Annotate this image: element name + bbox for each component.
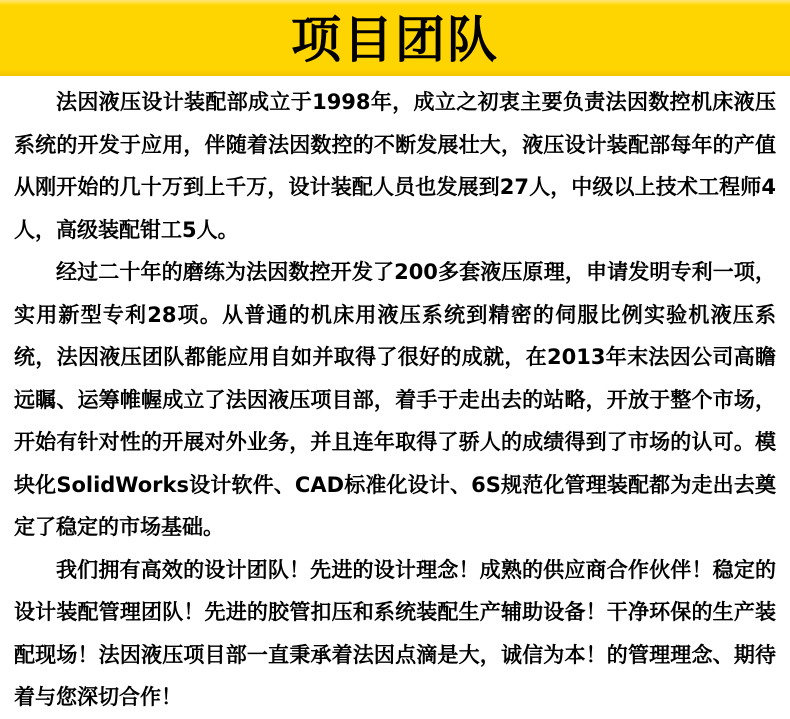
paragraph-achievements: 经过二十年的磨练为法因数控开发了200多套液压原理，申请发明专利一项，实用新型专利28项。从普通的机床用液压系统到精密的伺服比例实验机液压系统，法因液压团队都能应用自如并取得了很好的成就，在2013年末法因公司高瞻远瞩、运筹帷幄成立了法因液压项目部，着手于走出去的站略，开放于整个市场，开始有针对性的开展对外业务，并且连年取得了骄人的成绩得到了市场的认可。模块化SolidWorks设计软件、CAD标准化设计、6S规范化管理装配都为走出去奠定了稳定的市场基础。 <box>14 260 776 539</box>
page-title: 项目团队 <box>291 11 499 69</box>
paragraph-history: 法因液压设计装配部成立于1998年，成立之初衷主要负责法因数控机床液压系统的开发于应用，伴随着法因数控的不断发展壮大，液压设计装配部每年的产值从刚开始的几十万到上千万，设计装配人员也发展到27人，中级以上技术工程师4人，高级装配钳工5人。 <box>14 90 776 242</box>
header-band <box>0 0 790 76</box>
paragraph-team-values: 我们拥有高效的设计团队！先进的设计理念！成熟的供应商合作伙伴！稳定的设计装配管理团队！先进的胶管扣压和系统装配生产辅助设备！干净环保的生产装配现场！法因液压项目部一直秉承着法因点滴是大，诚信为本！的管理理念、期待着与您深切合作！ <box>14 557 776 709</box>
body-text <box>0 76 790 719</box>
